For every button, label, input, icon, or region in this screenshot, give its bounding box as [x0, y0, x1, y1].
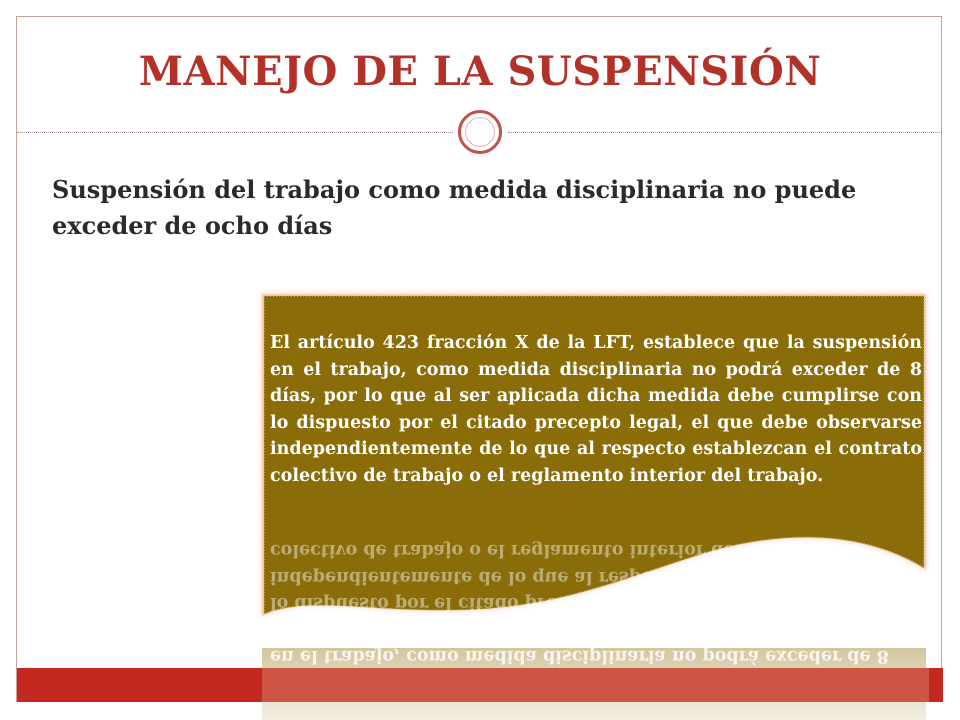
slide-title: MANEJO DE LA SUSPENSIÓN	[138, 48, 822, 95]
divider-ring-ornament	[458, 110, 502, 154]
title-divider-left	[17, 132, 453, 133]
footer-reflection-band	[17, 668, 943, 702]
slide-subtitle: Suspensión del trabajo como medida disciplinaria no puede exceder de ocho días	[52, 175, 857, 240]
card-reflection-text: en el trabajo, como medida disciplinaria no podrá exceder de 8 días, por lo que al ser aplicada dicha medida debe cumplirse con lo dispuesto por el citado precepto legal, el que debe observarse independientemente de lo que al respecto establezcan el contrato colectivo de trabajo o el reglamento interior del trabajo.	[270, 540, 918, 667]
title-divider-right	[508, 132, 942, 133]
card-body-text: El artículo 423 fracción X de la LFT, establece que la suspensión en el trabajo, como medida disciplinaria no podrá exceder de 8 días, por lo que al ser aplicada dicha medida debe cumplirse con lo dispuesto por el citado precepto legal, el que debe observarse independientemente de lo que al respecto establezcan el contrato colectivo de trabajo o el reglamento interior del trabajo.	[270, 333, 922, 486]
